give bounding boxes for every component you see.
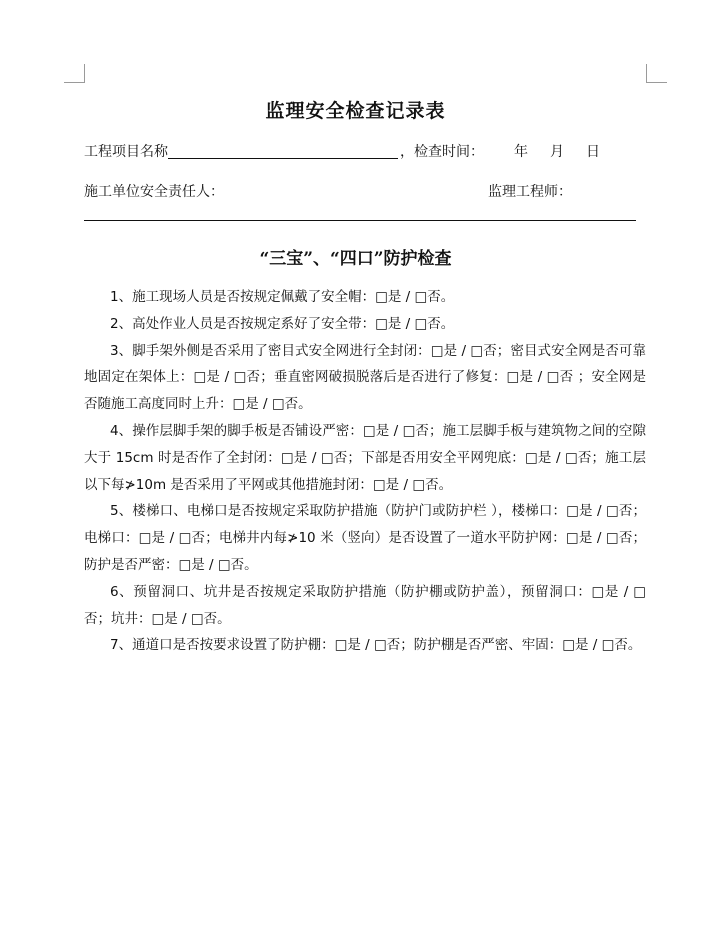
project-name-field[interactable] <box>168 143 398 159</box>
checklist-body <box>84 284 646 659</box>
divider-line <box>84 220 636 221</box>
day-label: 日 <box>586 144 600 160</box>
year-label: 年 <box>514 144 528 160</box>
section-title: “三宝”、“四口”防护检查 <box>259 249 452 269</box>
document-title: 监理安全检查记录表 <box>265 100 446 122</box>
month-label: 月 <box>550 144 564 160</box>
checklist-item: 3、脚手架外侧是否采用了密目式安全网进行全封闭：□是 / □否；密目式安全网是否可靠地固定在架体上：□是 / □否；垂直密网破损脱落后是否进行了修复：□是 / □否 ；安全网是否随施工高度同时上升：□是 / □否。 <box>84 342 646 413</box>
contractor-safety-label: 施工单位安全责任人： <box>84 184 224 200</box>
checklist-item: 2、高处作业人员是否按规定系好了安全带：□是 / □否。 <box>110 315 455 332</box>
checklist-item: 6、预留洞口、坑井是否按规定采取防护措施（防护棚或防护盖），预留洞口：□是 / □否；坑井：□是 / □否。 <box>84 583 646 627</box>
page-corner-mark-top-right <box>646 64 667 83</box>
project-name-label: 工程项目名称 <box>84 144 168 160</box>
checklist-item: 4、操作层脚手架的脚手板是否铺设严密：□是 / □否；施工层脚手板与建筑物之间的空隙大于 15cm 时是否作了全封闭：□是 / □否；下部是否用安全平网兜底：□是 / □否；施工层以下每≯10m 是否采用了平网或其他措施封闭：□是 / □否。 <box>84 422 646 493</box>
page-corner-mark-top-left <box>64 64 85 83</box>
checklist-item: 1、施工现场人员是否按规定佩戴了安全帽：□是 / □否。 <box>110 289 455 305</box>
project-info-row <box>84 141 600 161</box>
checklist-item: 5、楼梯口、电梯口是否按规定采取防护措施（防护门或防护栏 ），楼梯口：□是 / □否；电梯口：□是 / □否；电梯井内每≯10 米（竖向）是否设置了一道水平防护网：□是 / □否；防护是否严密：□是 / □否。 <box>84 503 646 573</box>
supervisor-label: 监理工程师： <box>488 184 572 200</box>
checklist-item: 7、通道口是否按要求设置了防护棚：□是 / □否；防护棚是否严密、牢固：□是 / □否。 <box>110 637 642 654</box>
check-time-label: ，检查时间： <box>400 144 484 160</box>
